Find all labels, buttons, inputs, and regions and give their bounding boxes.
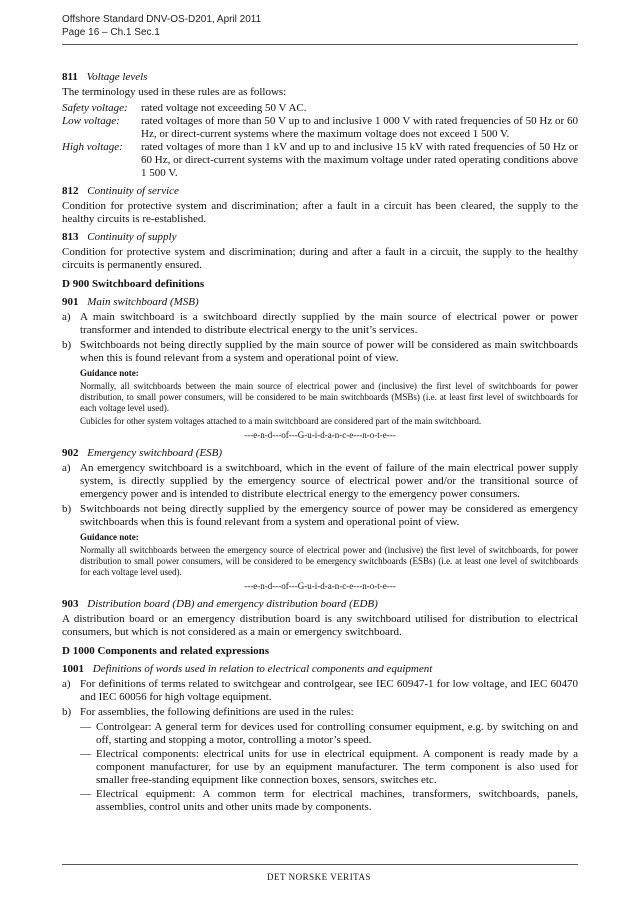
d900-heading: D 900 Switchboard definitions	[62, 277, 205, 290]
definition-row	[62, 115, 578, 141]
section-901-heading	[62, 296, 578, 309]
dash-item	[80, 721, 578, 747]
section-number: 813	[62, 230, 79, 243]
guidance-end-marker: ---e-n-d---of---G-u-i-d-a-n-c-e---n-o-t-e---	[244, 580, 396, 591]
list-text: An emergency switchboard is a switchboard, which in the event of failure of the main electrical power supply system, is directly supplied by the emergency source of electrical power and/or the transitional source of emergency power and is intended to distribute electrical energy to the emergency power consumers.	[80, 461, 578, 500]
list-text: A main switchboard is a switchboard directly supplied by the main source of electrical power or power transformer and intended to distribute electrical energy to the unit’s services.	[80, 310, 578, 336]
list-item	[62, 339, 578, 365]
definition-term: Low voltage:	[62, 114, 120, 127]
section-number: 901	[62, 295, 79, 308]
guidance-title: Guidance note:	[80, 367, 139, 378]
list-item	[62, 678, 578, 704]
list-marker: b)	[62, 705, 72, 718]
section-903-heading	[62, 598, 578, 611]
section-number: 811	[62, 71, 78, 83]
list-marker: a)	[62, 461, 71, 474]
section-813-heading	[62, 231, 578, 244]
dash-item	[80, 788, 578, 814]
list-marker: b)	[62, 502, 72, 515]
list-text: For definitions of terms related to switchgear and controlgear, see IEC 60947-1 for low voltage, and IEC 60470 and IEC 60056 for high voltage equipment.	[80, 677, 578, 703]
page-footer: DET NORSKE VERITAS	[267, 872, 371, 882]
section-title: Distribution board (DB) and emergency distribution board (EDB)	[87, 597, 378, 610]
section-813-text: Condition for protective system and discrimination; during and after a fault in a circuit, the supply to the healthy circuits is permanently ensured.	[62, 245, 578, 271]
guidance-paragraph: Normally all switchboards between the emergency source of electrical power and (inclusive) the first level of switchboards, for power distribution to small power consumers, will be considered to be emergency switchboards (ESBs) (i.e. at least one level of switchboards for each voltage level used).	[80, 544, 578, 577]
dash-item	[80, 748, 578, 787]
guidance-end-marker: ---e-n-d---of---G-u-i-d-a-n-c-e---n-o-t-e---	[244, 429, 396, 440]
list-text: Switchboards not being directly supplied by the main source of power will be considered as main switchboards when this is found relevant from a system and operational point of view.	[80, 338, 578, 364]
section-number: 812	[62, 184, 79, 197]
list-item	[62, 462, 578, 501]
section-number: 902	[62, 446, 79, 459]
header-title: Offshore Standard DNV-OS-D201, April 2011	[62, 14, 262, 25]
footer-divider	[62, 864, 578, 865]
list-text: For assemblies, the following definitions are used in the rules:	[80, 705, 354, 718]
guidance-note	[80, 368, 578, 427]
definition-desc: rated voltages of more than 50 V up to and inclusive 1 000 V with rated frequencies of 50 Hz or 60 Hz, or direct-current systems where the maximum voltage does not exceed 1 500 V.	[141, 114, 578, 140]
list-item	[62, 311, 578, 337]
section-title: Continuity of supply	[87, 230, 177, 243]
list-marker: a)	[62, 310, 71, 323]
guidance-paragraph: Cubicles for other system voltages attached to a main switchboard are considered part of the main switchboard.	[80, 415, 482, 426]
section-title: Voltage levels	[86, 71, 148, 83]
section-902-heading	[62, 447, 578, 460]
guidance-title: Guidance note:	[80, 531, 139, 542]
section-903-text: A distribution board or an emergency distribution board is any switchboard utilised for distribution to electrical consumers, but which is not considered as a main or emergency switchboard.	[62, 612, 578, 638]
list-text: Switchboards not being directly supplied by the emergency source of power may be considered as emergency switchboards when this is found relevant from a system and operational point of view.	[80, 502, 578, 528]
dash-marker: —	[80, 720, 91, 733]
page-header	[62, 13, 261, 39]
section-title: Definitions of words used in relation to electrical components and equipment	[92, 662, 433, 675]
list-item	[62, 503, 578, 529]
list-marker: a)	[62, 677, 71, 690]
list-item	[62, 706, 578, 719]
section-title: Main switchboard (MSB)	[87, 295, 199, 308]
voltage-definitions	[62, 102, 578, 180]
guidance-note	[80, 532, 578, 578]
page-body	[62, 66, 578, 815]
section-title: Emergency switchboard (ESB)	[87, 446, 223, 459]
section-title: Continuity of service	[87, 184, 179, 197]
definition-row	[62, 141, 578, 180]
definition-desc: rated voltages of more than 1 kV and up to and inclusive 15 kV with rated frequencies of 50 Hz or 60 Hz, or direct-current systems with the maximum voltage under rated operating conditions above 1 500 V.	[141, 140, 578, 179]
section-812-heading	[62, 185, 578, 198]
list-marker: b)	[62, 338, 72, 351]
header-divider	[62, 44, 578, 45]
section-1001-heading	[62, 663, 578, 676]
definition-row	[62, 102, 578, 115]
dash-text: Electrical equipment: A common term for electrical machines, transformers, switchboards, panels, assemblies, control units and other units made by components.	[96, 787, 578, 813]
guidance-paragraph: Normally, all switchboards between the main source of electrical power and (inclusive) the first level of switchboards for power distribution, to small power consumers, will be considered to be main switchboards (MSBs) (i.e. at least first level of switchboards for each voltage level used).	[80, 380, 578, 413]
dash-text: Controlgear: A general term for devices used for controlling consumer equipment, e.g. by switching on and off, starting and stopping a motor, controlling a motor’s speed.	[96, 720, 578, 746]
dash-marker: —	[80, 787, 91, 800]
d1000-heading: D 1000 Components and related expressions	[62, 644, 270, 657]
dash-marker: —	[80, 747, 91, 760]
definition-desc: rated voltage not exceeding 50 V AC.	[141, 101, 307, 114]
section-811-heading	[62, 71, 578, 84]
section-812-text: Condition for protective system and discrimination; after a fault in a circuit has been cleared, the supply to the healthy circuits is re-established.	[62, 199, 578, 225]
section-811-intro: The terminology used in these rules are as follows:	[62, 86, 287, 98]
header-page-ref: Page 16 – Ch.1 Sec.1	[62, 27, 160, 38]
section-number: 1001	[62, 662, 84, 675]
dash-text: Electrical components: electrical units for use in electrical equipment. A component is ready made by a component manufacturer, for use by an equipment manufacturer. The term component is also used for smaller free-standing equipment like connection boxes, sensors, switches etc.	[96, 747, 578, 786]
definition-term: High voltage:	[62, 140, 123, 153]
definition-term: Safety voltage:	[62, 101, 128, 114]
section-number: 903	[62, 597, 79, 610]
